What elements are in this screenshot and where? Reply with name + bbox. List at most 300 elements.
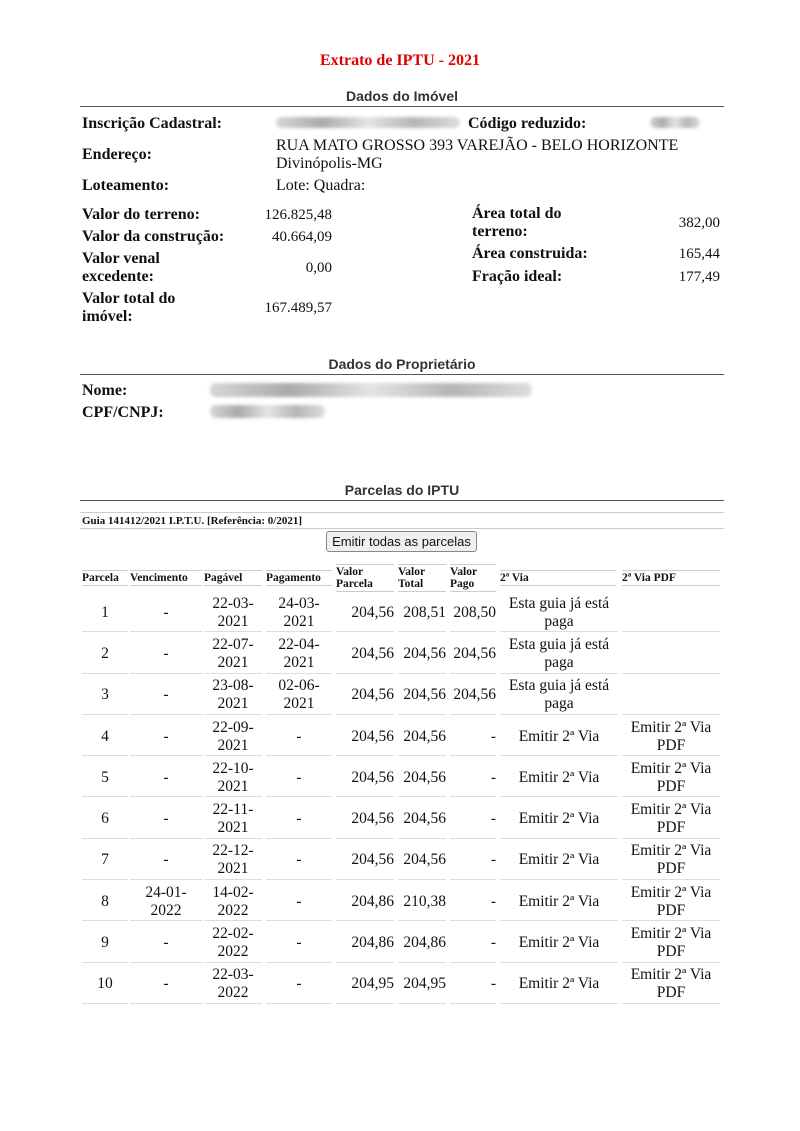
cell-parcela: [82, 594, 128, 632]
emit-all-button[interactable]: Emitir todas as parcelas: [326, 531, 477, 552]
cell-pagamento: [266, 677, 332, 715]
cell-pagavel-text: [212, 677, 253, 713]
cell-pagavel: [204, 966, 262, 1004]
cell-valor-pago-text: [491, 851, 496, 869]
cell-valor-parcela: [336, 801, 394, 839]
cell-parcela-line1: 4: [101, 727, 109, 745]
cell-segunda-via-pdf-line2: PDF: [656, 860, 686, 878]
cell-valor-total: [398, 677, 446, 715]
cell-pagavel: [204, 924, 262, 962]
cell-valor-total-line1: 204,56: [403, 686, 446, 704]
cell-valor-pago-text: [491, 975, 496, 993]
cell-segunda-via-pdf-text: [631, 842, 712, 878]
cell-valor-parcela-line1: 204,95: [351, 975, 394, 993]
cell-valor-total: [398, 718, 446, 756]
cell-vencimento-line1: -: [163, 934, 169, 952]
cell-segunda-via-text: [519, 728, 600, 746]
cell-valor-total-text: [403, 934, 446, 952]
cell-segunda-via-pdf-line1: Emitir 2ª Via: [630, 883, 712, 901]
cell-segunda-via-pdf: [622, 677, 720, 715]
section-imovel-title: Dados do Imóvel: [80, 88, 724, 107]
cell-segunda-via[interactable]: [500, 842, 618, 880]
cell-pagavel-line1: 14-02-: [212, 883, 254, 901]
cell-vencimento-line1: -: [163, 975, 169, 993]
cell-segunda-via-pdf-text: [631, 966, 712, 1002]
cell-vencimento-line1: -: [163, 851, 169, 869]
cell-valor-pago-line1: -: [490, 727, 496, 745]
cell-segunda-via-text: [509, 677, 609, 713]
cell-valor-pago: [450, 883, 496, 921]
cell-segunda-via-pdf[interactable]: [622, 924, 720, 962]
cell-segunda-via[interactable]: [500, 966, 618, 1004]
cell-valor-total-line1: 204,56: [403, 810, 446, 828]
cell-vencimento-line1: -: [163, 768, 169, 786]
cell-segunda-via-pdf-line1: Emitir 2ª Via: [630, 925, 712, 943]
cell-parcela-line1: 7: [101, 851, 109, 869]
cell-valor-total: [398, 883, 446, 921]
cell-valor-parcela-line1: 204,56: [351, 851, 394, 869]
cell-segunda-via-pdf-text: [631, 801, 712, 837]
cell-parcela-text: [101, 686, 109, 704]
cell-pagavel-line2: 2021: [217, 653, 249, 671]
section-parcelas-title: Parcelas do IPTU: [80, 482, 724, 501]
cell-segunda-via-line1: Esta guia já está: [508, 594, 610, 612]
cell-pagamento-line1: -: [296, 768, 302, 786]
cell-parcela: [82, 801, 128, 839]
cell-segunda-via-line1: Emitir 2ª Via: [518, 768, 600, 786]
nome-redacted: [210, 383, 532, 397]
cell-valor-pago: [450, 677, 496, 715]
valor-construcao-label: Valor da construção:: [82, 228, 225, 245]
cell-pagavel-line2: 2021: [217, 819, 249, 837]
cell-segunda-via-line2: paga: [544, 612, 574, 630]
cell-vencimento-text: [163, 769, 168, 787]
cell-pagamento-line1: -: [296, 727, 302, 745]
cell-pagamento-text: [296, 893, 301, 911]
cell-pagamento-line1: 24-03-: [278, 594, 320, 612]
area-total: 382,00: [678, 215, 720, 231]
cell-segunda-via: [500, 635, 618, 673]
cell-valor-parcela-line1: 204,86: [351, 892, 394, 910]
endereco-line1: RUA MATO GROSSO 393 VAREJÃO - BELO HORIZONTE: [276, 137, 679, 154]
cell-pagavel-line2: 2022: [217, 943, 249, 961]
cell-valor-parcela: [336, 759, 394, 797]
cell-pagavel-line1: 22-09-: [212, 718, 254, 736]
inscricao-redacted: [276, 117, 460, 128]
cell-valor-pago-text: [491, 728, 496, 746]
header-segunda-via: 2ª Via: [500, 570, 616, 586]
valor-venal-label-2: excedente:: [82, 268, 154, 285]
cell-segunda-via-pdf[interactable]: [622, 759, 720, 797]
cell-parcela-line1: 3: [101, 686, 109, 704]
cell-parcela-line1: 8: [101, 892, 109, 910]
cell-segunda-via-pdf-text: [631, 760, 712, 796]
cell-valor-pago: [450, 594, 496, 632]
cell-valor-total-text: [403, 893, 446, 911]
cell-pagamento-text: [296, 851, 301, 869]
valor-terreno: 126.825,48: [264, 207, 332, 223]
codigo-label: Código reduzido:: [468, 115, 587, 132]
inscricao-label: Inscrição Cadastral:: [82, 115, 222, 132]
cell-segunda-via-pdf-text: [631, 925, 712, 961]
cell-pagamento: [266, 718, 332, 756]
cell-pagamento-line2: 2021: [283, 695, 315, 713]
cell-parcela: [82, 842, 128, 880]
cell-valor-parcela-text: [351, 934, 394, 952]
area-total-label-2: terreno:: [472, 223, 528, 240]
cell-pagamento-text: [296, 728, 301, 746]
cell-segunda-via-pdf-line2: PDF: [656, 819, 686, 837]
cell-parcela-text: [101, 810, 109, 828]
cell-vencimento-text: [163, 645, 168, 663]
cell-valor-parcela-line1: 204,86: [351, 934, 394, 952]
cell-pagamento-line1: 22-04-: [278, 635, 320, 653]
cell-valor-parcela: [336, 677, 394, 715]
cell-valor-total-line1: 204,56: [403, 851, 446, 869]
cell-parcela-line1: 10: [97, 975, 113, 993]
cell-pagavel-text: [212, 760, 253, 796]
cell-pagavel-line2: 2021: [217, 695, 249, 713]
cell-valor-pago-line1: -: [490, 810, 496, 828]
cell-valor-total-line1: 204,95: [403, 975, 446, 993]
cell-valor-pago-line1: 204,56: [453, 686, 496, 704]
cell-pagavel: [204, 635, 262, 673]
cell-pagamento: [266, 759, 332, 797]
cell-pagamento-line2: 2021: [283, 653, 315, 671]
cell-parcela-text: [101, 893, 109, 911]
cell-pagamento: [266, 635, 332, 673]
cell-pagamento-text: [278, 636, 319, 672]
cell-valor-parcela-text: [351, 728, 394, 746]
cell-pagavel-line1: 22-10-: [212, 759, 254, 777]
endereco-label: Endereço:: [82, 146, 152, 163]
cell-valor-pago-text: [453, 604, 496, 622]
cell-valor-pago: [450, 924, 496, 962]
cell-parcela: [82, 759, 128, 797]
cell-valor-pago-text: [491, 810, 496, 828]
cell-valor-total-text: [403, 810, 446, 828]
cell-valor-total: [398, 801, 446, 839]
cell-parcela: [82, 677, 128, 715]
header-pagamento: Pagamento: [266, 570, 332, 586]
cell-segunda-via-pdf-line1: Emitir 2ª Via: [630, 759, 712, 777]
header-valor-parcela: [336, 564, 394, 592]
cell-segunda-via-pdf[interactable]: [622, 966, 720, 1004]
cell-valor-pago: [450, 718, 496, 756]
cell-valor-parcela-text: [351, 604, 394, 622]
cell-segunda-via-line2: paga: [544, 653, 574, 671]
cell-vencimento-line2: 2022: [150, 901, 182, 919]
cell-pagamento: [266, 801, 332, 839]
cell-pagavel-line2: 2021: [217, 736, 249, 754]
cell-parcela-text: [101, 604, 109, 622]
page-title: Extrato de IPTU - 2021: [320, 52, 480, 69]
cell-pagavel: [204, 883, 262, 921]
cell-segunda-via[interactable]: [500, 759, 618, 797]
cell-segunda-via-pdf-line2: PDF: [656, 943, 686, 961]
cell-valor-parcela-text: [351, 975, 394, 993]
cell-segunda-via-pdf-line2: PDF: [656, 736, 686, 754]
cell-pagavel-line2: 2021: [217, 777, 249, 795]
cell-segunda-via-line1: Emitir 2ª Via: [518, 975, 600, 993]
cell-parcela-line1: 5: [101, 768, 109, 786]
cell-pagavel: [204, 759, 262, 797]
cell-pagamento-line1: -: [296, 851, 302, 869]
cell-pagamento-text: [278, 677, 319, 713]
cell-pagavel-text: [212, 966, 253, 1002]
cell-segunda-via-line1: Emitir 2ª Via: [518, 810, 600, 828]
cell-pagavel-text: [212, 925, 253, 961]
cell-pagavel: [204, 842, 262, 880]
cell-valor-pago-line1: -: [490, 892, 496, 910]
cell-segunda-via-pdf-line1: Emitir 2ª Via: [630, 801, 712, 819]
cell-pagavel-line1: 22-11-: [212, 801, 254, 819]
cell-valor-parcela-line1: 204,56: [351, 727, 394, 745]
cell-pagamento: [266, 966, 332, 1004]
section-proprietario-title: Dados do Proprietário: [80, 356, 724, 375]
cell-valor-parcela-text: [351, 686, 394, 704]
cell-valor-pago-line1: -: [490, 851, 496, 869]
cell-segunda-via-pdf[interactable]: [622, 883, 720, 921]
cell-parcela-line1: 1: [101, 603, 109, 621]
cell-valor-pago: [450, 801, 496, 839]
cell-parcela: [82, 883, 128, 921]
cell-pagavel-line1: 23-08-: [212, 677, 254, 695]
cell-segunda-via[interactable]: [500, 883, 618, 921]
header-segunda-via-pdf: 2ª Via PDF: [622, 570, 720, 586]
valor-terreno-label: Valor do terreno:: [82, 206, 200, 223]
cell-segunda-via-pdf[interactable]: [622, 718, 720, 756]
cell-segunda-via-pdf-line1: Emitir 2ª Via: [630, 718, 712, 736]
cell-segunda-via-text: [509, 595, 609, 631]
cell-pagavel-line1: 22-02-: [212, 925, 254, 943]
cell-valor-pago-line1: -: [490, 934, 496, 952]
cell-valor-pago-text: [491, 769, 496, 787]
cell-vencimento: [130, 759, 202, 797]
cell-pagamento: [266, 924, 332, 962]
cell-pagamento-text: [278, 595, 319, 631]
nome-label: Nome:: [82, 382, 128, 399]
cell-valor-pago-line1: -: [490, 975, 496, 993]
valor-total: 167.489,57: [264, 300, 332, 316]
cell-valor-total-text: [403, 645, 446, 663]
cell-pagamento-text: [296, 975, 301, 993]
cell-pagavel: [204, 677, 262, 715]
valor-total-label-2: imóvel:: [82, 308, 133, 325]
cell-valor-total-line1: 204,56: [403, 644, 446, 662]
cell-valor-parcela: [336, 966, 394, 1004]
cell-vencimento: [130, 677, 202, 715]
cell-pagamento-text: [296, 769, 301, 787]
cell-valor-total-text: [403, 604, 446, 622]
cell-vencimento: [130, 718, 202, 756]
cell-segunda-via-pdf-text: [631, 719, 712, 755]
header-valor-pago-2: Pago: [450, 578, 475, 590]
header-parcela: Parcela: [82, 570, 128, 586]
cell-vencimento-line1: -: [163, 644, 169, 662]
cell-segunda-via-pdf-line1: Emitir 2ª Via: [630, 966, 712, 984]
cell-valor-total-line1: 208,51: [403, 603, 446, 621]
cell-pagavel: [204, 594, 262, 632]
area-construida-label: Área construida:: [472, 245, 588, 262]
cell-pagamento-line1: -: [296, 975, 302, 993]
header-valor-pago: [450, 564, 496, 592]
cell-segunda-via-pdf-line2: PDF: [656, 984, 686, 1002]
cell-pagavel-text: [212, 884, 253, 920]
cell-vencimento-text: [145, 884, 186, 920]
cell-parcela-text: [101, 645, 109, 663]
cpf-redacted: [210, 405, 325, 418]
valor-total-label-1: Valor total do: [82, 290, 176, 307]
cell-valor-pago: [450, 635, 496, 673]
endereco-line2: Divinópolis-MG: [276, 155, 383, 172]
cell-valor-pago: [450, 966, 496, 1004]
cell-vencimento-line1: -: [163, 727, 169, 745]
cell-pagavel-line2: 2022: [217, 901, 249, 919]
cell-valor-total: [398, 842, 446, 880]
cell-pagavel-text: [212, 719, 253, 755]
cell-pagavel-line2: 2022: [217, 984, 249, 1002]
cell-pagavel-text: [212, 636, 253, 672]
cell-vencimento: [130, 635, 202, 673]
cell-segunda-via-line1: Emitir 2ª Via: [518, 727, 600, 745]
cell-parcela-text: [101, 769, 109, 787]
header-valor-parcela-2: Parcela: [336, 578, 373, 590]
cell-segunda-via-line1: Emitir 2ª Via: [518, 934, 600, 952]
cell-vencimento-text: [163, 728, 168, 746]
cell-valor-pago-line1: -: [490, 768, 496, 786]
header-pagavel: Pagável: [204, 570, 262, 586]
header-valor-pago-1: Valor: [450, 566, 478, 578]
cell-pagamento-line2: 2021: [283, 612, 315, 630]
cell-valor-total-text: [403, 851, 446, 869]
cell-pagavel-text: [213, 801, 254, 837]
area-total-label-1: Área total do: [472, 205, 562, 222]
cell-pagavel-text: [212, 595, 253, 631]
cell-valor-parcela-text: [351, 769, 394, 787]
cell-valor-parcela-line1: 204,56: [351, 810, 394, 828]
cell-vencimento: [130, 801, 202, 839]
cell-parcela-text: [101, 934, 109, 952]
cell-valor-parcela-line1: 204,56: [351, 686, 394, 704]
cell-segunda-via-line1: Esta guia já está: [508, 635, 610, 653]
cell-valor-total-line1: 204,86: [403, 934, 446, 952]
cpf-label: CPF/CNPJ:: [82, 404, 164, 421]
cell-segunda-via-text: [519, 810, 600, 828]
cell-segunda-via-line2: paga: [544, 695, 574, 713]
valor-construcao: 40.664,09: [272, 229, 332, 245]
cell-valor-pago-line1: 204,56: [453, 644, 496, 662]
loteamento-value: Lote: Quadra:: [276, 177, 366, 194]
cell-segunda-via-pdf-text: [631, 884, 712, 920]
cell-segunda-via-pdf[interactable]: [622, 801, 720, 839]
area-construida: 165,44: [678, 246, 720, 262]
cell-pagamento-line1: 02-06-: [278, 677, 320, 695]
cell-segunda-via-pdf-line1: Emitir 2ª Via: [630, 842, 712, 860]
fracao: 177,49: [678, 269, 720, 285]
cell-segunda-via-pdf[interactable]: [622, 842, 720, 880]
cell-pagavel-line1: 22-12-: [212, 842, 254, 860]
cell-vencimento-text: [163, 810, 168, 828]
cell-valor-total-text: [403, 769, 446, 787]
cell-pagamento-line1: -: [296, 892, 302, 910]
cell-valor-pago: [450, 759, 496, 797]
cell-pagamento-line1: -: [296, 810, 302, 828]
header-valor-parcela-1: Valor: [336, 566, 364, 578]
cell-parcela-text: [101, 728, 109, 746]
cell-valor-total-text: [403, 686, 446, 704]
cell-pagavel-line1: 22-07-: [212, 635, 254, 653]
cell-valor-parcela: [336, 594, 394, 632]
cell-valor-parcela: [336, 842, 394, 880]
cell-segunda-via[interactable]: [500, 924, 618, 962]
cell-pagavel: [204, 801, 262, 839]
cell-valor-parcela-text: [351, 851, 394, 869]
cell-vencimento-text: [163, 686, 168, 704]
cell-vencimento-text: [163, 934, 168, 952]
cell-vencimento-line1: -: [163, 603, 169, 621]
cell-valor-parcela-text: [351, 810, 394, 828]
cell-pagamento-text: [296, 934, 301, 952]
valor-venal: 0,00: [305, 260, 332, 276]
cell-valor-parcela-text: [351, 893, 394, 911]
cell-valor-parcela-line1: 204,56: [351, 768, 394, 786]
cell-segunda-via-text: [509, 636, 609, 672]
cell-segunda-via-pdf: [622, 635, 720, 673]
cell-valor-pago-text: [491, 893, 496, 911]
cell-valor-total-text: [403, 975, 446, 993]
cell-segunda-via-pdf: [622, 594, 720, 632]
cell-valor-parcela-line1: 204,56: [351, 603, 394, 621]
cell-segunda-via-text: [519, 934, 600, 952]
cell-valor-total-line1: 210,38: [403, 892, 446, 910]
cell-segunda-via[interactable]: [500, 801, 618, 839]
header-vencimento: Vencimento: [130, 570, 202, 586]
cell-vencimento-line1: -: [163, 686, 169, 704]
cell-segunda-via-text: [519, 893, 600, 911]
codigo-redacted: [650, 117, 700, 128]
cell-valor-parcela: [336, 718, 394, 756]
cell-parcela-line1: 6: [101, 810, 109, 828]
cell-pagavel-line2: 2021: [217, 612, 249, 630]
cell-pagavel: [204, 718, 262, 756]
cell-valor-total-line1: 204,56: [403, 727, 446, 745]
cell-segunda-via-text: [519, 851, 600, 869]
cell-segunda-via: [500, 594, 618, 632]
cell-segunda-via[interactable]: [500, 718, 618, 756]
cell-pagamento-text: [296, 810, 301, 828]
loteamento-label: Loteamento:: [82, 177, 170, 194]
valor-venal-label-1: Valor venal: [82, 250, 160, 267]
cell-valor-pago-line1: 208,50: [453, 603, 496, 621]
cell-pagavel-line1: 22-03-: [212, 594, 254, 612]
cell-segunda-via-text: [519, 975, 600, 993]
cell-parcela: [82, 635, 128, 673]
cell-valor-parcela-text: [351, 645, 394, 663]
cell-pagamento: [266, 594, 332, 632]
cell-segunda-via-line1: Esta guia já está: [508, 677, 610, 695]
cell-valor-parcela: [336, 883, 394, 921]
cell-vencimento: [130, 883, 202, 921]
cell-parcela: [82, 966, 128, 1004]
cell-valor-parcela: [336, 635, 394, 673]
cell-segunda-via-line1: Emitir 2ª Via: [518, 851, 600, 869]
cell-vencimento-line1: -: [163, 810, 169, 828]
cell-valor-pago-text: [453, 686, 496, 704]
cell-vencimento: [130, 842, 202, 880]
header-valor-total-1: Valor: [398, 566, 426, 578]
cell-segunda-via-line1: Emitir 2ª Via: [518, 892, 600, 910]
